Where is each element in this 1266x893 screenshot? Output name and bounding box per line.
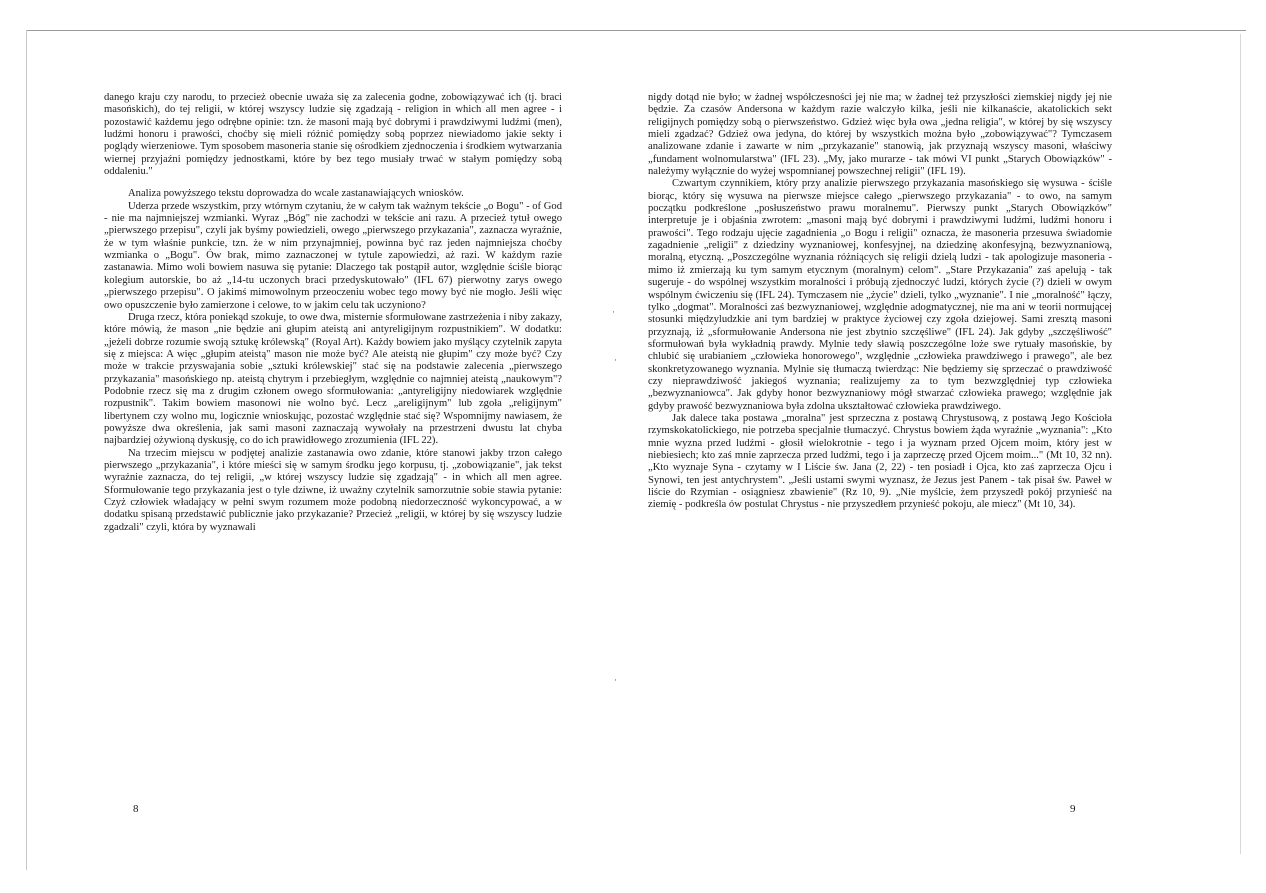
paragraph: Jak dalece taka postawa „moralna" jest sprzeczna z postawą Chrystusową, z postawą Jego Kościoła rzymskokatolickiego, nie potrzeba specjalnie tłumaczyć. Chrystus bowiem żąda wyraźnie „wyznania": „Kto mnie wyzna przed ludźmi - głosił wielokrotnie - tego i ja wyznam przed Ojcem moim, który jest w niebiesiech; kto zaś mnie zaprzecza przed ludźmi, tego i ja zaprzeczę przed Ojcem moim..." (Mt 10, 32 nn). „Kto wyznaje Syna - czytamy w I Liście św. Jana (2, 22) - ten posiadł i Ojca, kto zaś zaprzecza Ojcu i Synowi, ten jest antychrystem". „Jeśli ustami swymi wyznasz, że Jezus jest Panem - tak pisał św. Paweł w liście do Rzymian - osiągniesz zbawienie" (Rz 10, 9). „Nie myślcie, żem przyszedł pokój przynieść na ziemię - podkreśla ów postulat Chrystus - nie przyszedłem przynieść pokoju, ale miecz" (Mt 10, 34). [648, 412, 1112, 511]
paragraph: danego kraju czy narodu, to przecież obecnie uważa się za zalecenia godne, zobowiązywać ich (tj. braci masońskich), do tej religii, w której wszyscy ludzie się zgadzają - religion in which all men agree - i pozostawić każdemu jego odrębne opinie: tzn. że masoni mają być dobrymi i prawdziwymi ludźmi (men), ludźmi honoru i prawości, choćby się mieli różnić pomiędzy sobą poprzez niewiadomo jakie sekty i poglądy wierzeniowe. Tym sposobem masoneria stanie się ośrodkiem zjednoczenia i środkiem wytwarzania wiernej przyjaźni pomiędzy jednostkami, które by bez tego musiały trwać w stałym pomiędzy sobą oddaleniu." [104, 92, 562, 178]
paragraph: Uderza przede wszystkim, przy wtórnym czytaniu, że w całym tak ważnym tekście „o Bogu" - of God - nie ma najmniejszej wzmianki. Wyraz „Bóg" nie zachodzi w tekście ani razu. A przecież tytuł owego „pierwszego przepisu", czyli jak byśmy powiedzieli, owego „pierwszego przykazania", zaznacza wyraźnie, że w tym właśnie punkcie, tzn. że w nim przynajmniej, powinna być raz jeden najmniejsza choćby wzmianka o „Bogu". Ów brak, mimo zaznaczonej w tytule zapowiedzi, aż razi. W każdym razie zastanawia. Mimo woli bowiem nasuwa się pytanie: Dlaczego tak postąpił autor, względnie ściśle biorąc kolegium autorskie, bo aż „14-tu uczonych braci przedyskutowało" (IFL 67) pierwotny zarys owego „pierwszego przepisu". O jakimś mimowolnym przeoczeniu wobec tego mowy być nie mogło. Jeśli więc owo opuszczenie było zamierzone i celowe, to w jakim celu tak uczyniono? [104, 200, 562, 311]
paragraph: Analiza powyższego tekstu doprowadza do wcale zastanawiających wniosków. [128, 188, 464, 200]
margin-mark: · [614, 676, 617, 686]
scan-edge-top [26, 30, 1246, 31]
margin-mark: · [614, 356, 617, 366]
right-page [648, 92, 1112, 512]
left-page [104, 92, 562, 534]
page-number: 9 [1070, 803, 1076, 815]
paragraph: nigdy dotąd nie było; w żadnej współczesności jej nie ma; w żadnej też przyszłości ziemskiej nigdy jej nie będzie. Za czasów Andersona w każdym razie walczyło kilka, jeśli nie kilkanaście, akatolickich sekt religijnych pomiędzy sobą o pierwszeństwo. Gdzież więc była owa „jedna religia", w której by się wszyscy mieli zgadzać? Gdzież owa jedyna, do której by wszystkich można było „zobowiązywać"? Tymczasem analizowane zdanie i zawarte w nim „przykazanie" stanowią, jak przyznają wszyscy masoni, właściwy „fundament wolnomularstwa" (IFL 23). „My, jako murarze - tak mówi VI punkt „Starych Obowiązków" - należymy wyłącznie do wyżej wspomnianej powszechnej religii" (IFL 19). [648, 92, 1112, 178]
scan-edge-left [26, 30, 27, 870]
paragraph: Czwartym czynnikiem, który przy analizie pierwszego przykazania masońskiego się wysuwa - ściśle biorąc, który się wysuwa na pierwsze miejsce całego „pierwszego przykazania" - to owo, na samym początku podkreślone „posłuszeństwo prawu moralnemu". Pierwszy punkt „Starych Obowiązków" interpretuje je i objaśnia zwrotem: „masoni mają być dobrymi i prawdziwymi ludźmi, ludźmi honoru i prawości". Tego rodzaju ujęcie zagadnienia „o Bogu i religii" oznacza, że masoneria przesuwa świadomie zagadnienie „religii" z dziedziny wyznaniowej, konfesyjnej, na dziedzinę akonfesyjną, bezwyznaniową, moralną, etyczną. „Poszczególne wyznania różniących się religii dzielą ludzi - tak apologizuje masoneria - mimo iż zmierzają ku tym samym etycznym (moralnym) celom". „Stare Przykazania" zaś apelują - tak sugeruje - do wspólnej wszystkim moralności i próbują zjednoczyć ludzi, których życie (?) dzieli w owym wspólnym ćwiczeniu się (IFL 24). Tymczasem nie „życie" dzieli, tylko „wyznanie". I nie „moralność" łączy, tylko „dogmat". Moralności zaś bezwyznaniowej, względnie adogmatycznej, nie ma ani w teorii normującej stosunki międzyludzkie ani tym bardziej w praktyce życiowej czy zgoła dziejowej. Sami zresztą masoni przyznają, iż „sformułowanie Andersona nie jest zbytnio szczęśliwe" (IFL 24). Jak gdyby „szczęśliwość" sformułowań była wykładnią prawdy. Mylnie tedy sławią poszczególne loże swe rytuały masońskie, by chlubić się urabianiem „człowieka honorowego", względnie „człowieka prawdziwego i prawego", ale bez skonkretyzowanego wyznania. Mylnie się tłumaczą twierdząc: Nie będziemy się sprzeczać o prawdziwość czy nieprawdziwość jakiegoś wyznania; realizujemy za to tym bezwzględniej typ człowieka „bezwyznaniowca". Jak gdyby honor bezwyznaniowy mógł stwarzać człowieka prawego; względnie jak gdyby prawość bezwyznaniowa była zdolna ukształtować człowieka prawdziwego. [648, 178, 1112, 412]
margin-mark: · [612, 308, 615, 318]
page-number: 8 [133, 803, 139, 815]
paragraph: Druga rzecz, która poniekąd szokuje, to owe dwa, misternie sformułowane zastrzeżenia i niby zakazy, które mówią, że mason „nie będzie ani głupim ateistą ani antyreligijnym rozpustnikiem". W dodatku: „jeżeli dobrze rozumie swoją sztukę królewską" (Royal Art). Każdy bowiem jako myślący czytelnik zapyta się z miejsca: A więc „głupim ateistą" mason nie może być? Ale ateistą nie głupim" czy może być? Czy może w trakcie przyswajania sobie „sztuki królewskiej" stać się na podstawie zalecenia „pierwszego przykazania" masońskiego np. ateistą chytrym i przebiegłym, względnie co najmniej ateistą „naukowym"? Podobnie rzecz się ma z drugim członem owego sformułowania: „antyreligijny niedowiarek względnie rozpustnik". Takim bowiem masonowi nie wolno być. Lecz „areligijnym" lub zgoła „religijnym" libertynem czy wolno mu, logicznie wnioskując, pozostać względnie stać się? Wspomnijmy nawiasem, że powyższe dwa określenia, jak sami masoni zaznaczają wywołały na przestrzeni dwustu lat chyba najbardziej ożywioną dyskusję, co do ich prawidłowego zrozumienia (IFL 22). [104, 311, 562, 447]
paragraph: Na trzecim miejscu w podjętej analizie zastanawia owo zdanie, które stanowi jakby trzon całego pierwszego „przykazania", i które mieści się w samym środku jego korpusu, tj. „zobowiązanie", jak tekst wyraźnie zaznacza, do tej religii, „w której wszyscy ludzie się zgadzają" - in which all men agree. Sformułowanie tego przykazania jest o tyle dziwne, iż uważny czytelnik samorzutnie sobie stawia pytanie: Czyż człowiek władający w pełni swym rozumem może podobną niedorzeczność wykoncypować, a w dodatku spisaną przedstawić publicznie jako przykazanie? Przecież „religii, w której by się wszyscy ludzie zgadzali" czyli, która by wyznawali [104, 447, 562, 533]
scan-edge-right [1240, 34, 1241, 854]
